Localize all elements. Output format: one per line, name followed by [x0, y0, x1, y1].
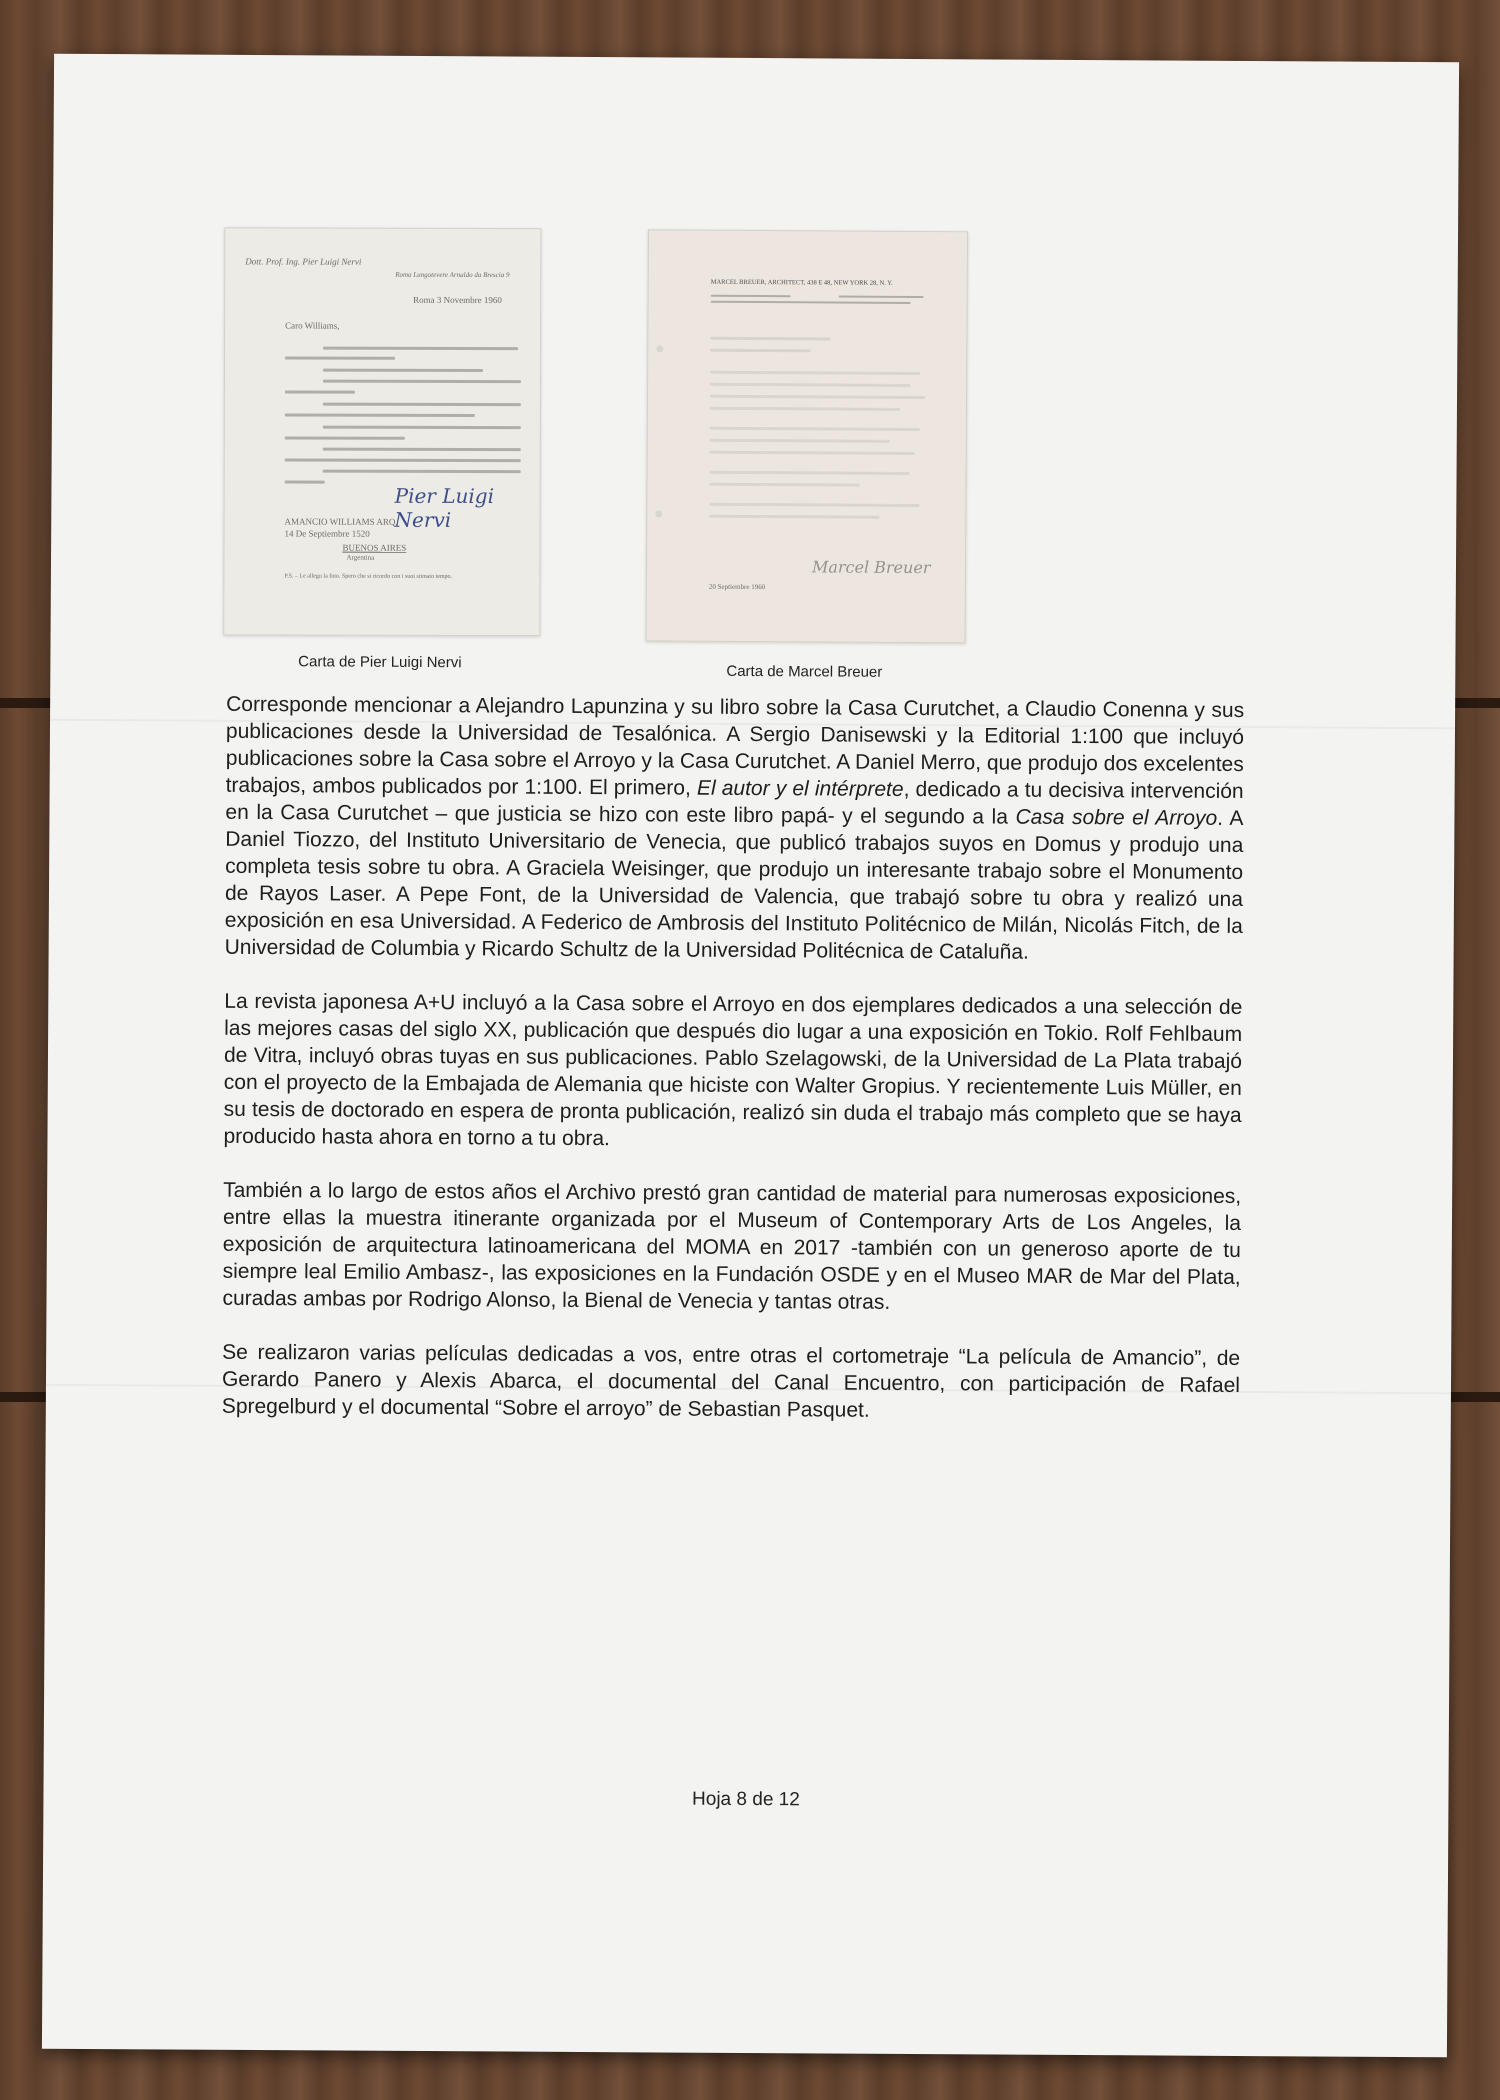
italic-title: El autor y el intérprete — [696, 776, 904, 801]
letter-text-line — [839, 296, 924, 299]
letter-signature: Pier Luigi Nervi — [394, 483, 495, 532]
letter-letterhead: Roma Lungotevere Arnaldo da Brescia 9 — [395, 270, 510, 280]
letter-text-line — [710, 439, 890, 443]
text-run: También a lo largo de estos años el Archivo prestó gran cantidad de material para numerosas exposiciones, entre ellas la muestra itinerante organizada por el Museum of Contemporary Arts de Los Angeles, la exposición de arquitectura latinoamericana del MOMA en 2017 -también con un generoso aporte de tu siempre leal Emilio Ambasz-, las exposiciones en la Fundación OSDE y en el Museo MAR de Mar del Plata, curadas ambas por Rodrigo Alonso, la Bienal de Venecia y tantas otras. — [222, 1178, 1242, 1314]
letter-text-line — [710, 427, 920, 431]
page-number: Hoja 8 de 12 — [692, 1788, 800, 1811]
paragraph — [223, 988, 1242, 1156]
letter-addressee: BUENOS AIRES — [342, 542, 407, 553]
letter-postscript: P.S. – Le allego la foto. Spero che si ricordo con i suoi stimato tempo. — [284, 573, 453, 580]
letter-text-line — [323, 426, 521, 430]
letter-addressee: Argentina — [346, 553, 375, 562]
letter-text-line — [285, 413, 475, 416]
letter-signature: Marcel Breuer — [811, 557, 931, 578]
letter-addressee: 14 De Septiembre 1520 — [284, 528, 370, 539]
letter-text-line — [285, 436, 405, 439]
text-run: . A Daniel Tiozzo, del Instituto Universitario de Venecia, que publicó trabajos suyos en Domus y produjo una completa tesis sobre tu obra. A Graciela Weisinger, que produjo un interesante trabajo sobre el Monumento de Rayos Laser. A Pepe Font, de la Universidad de Valencia, que trabajó sobre tu obra y realizó una exposición en esa Universidad. A Federico de Ambrosis del Instituto Politécnico de Milán, Nicolás Fitch, de la Universidad de Columbia y Ricardo Schultz de la Universidad Politécnica de Cataluña. — [224, 806, 1244, 964]
letter-text-line — [710, 451, 915, 455]
letter-image-breuer — [646, 229, 969, 643]
letter-text-line — [709, 483, 859, 487]
document-page — [42, 54, 1459, 2058]
body-text — [222, 691, 1245, 1453]
letter-text-line — [285, 390, 355, 393]
letter-text-line — [285, 458, 521, 462]
text-run: Se realizaron varias películas dedicadas a vos, entre otras el cortometraje “La película de Amancio”, de Gerardo Panero y Alexis Abarca, el documental del Canal Encuentro, con participación de Rafael Spregelburd y el documental “Sobre el arroyo” de Sebastian Pasquet. — [221, 1340, 1241, 1422]
letter-text-line — [323, 448, 521, 452]
punch-hole — [656, 345, 663, 352]
letter-text-line — [711, 301, 911, 304]
italic-title: Casa sobre el Arroyo — [1015, 805, 1218, 830]
letter-text-line — [710, 407, 900, 411]
letter-date: Roma 3 Novembre 1960 — [413, 294, 502, 306]
letter-text-line — [285, 356, 395, 359]
letter-text-line — [710, 371, 920, 375]
paragraph — [222, 1339, 1240, 1426]
text-run: , dedicado a tu decisiva intervención en la Casa Curutchet – que justicia se hizo con este libro papá- y el segundo a la — [225, 777, 1244, 829]
letter-caption-nervi: Carta de Pier Luigi Nervi — [298, 653, 462, 672]
letter-text-line — [709, 515, 879, 519]
letter-text-line — [710, 471, 910, 475]
letter-letterhead: Dott. Prof. Ing. Pier Luigi Nervi — [245, 256, 362, 267]
letter-text-line — [323, 403, 521, 407]
letter-caption-breuer: Carta de Marcel Breuer — [726, 662, 883, 681]
letter-text-line — [323, 369, 483, 372]
letter-addressee: AMANCIO WILLIAMS ARQ. — [284, 516, 398, 527]
letter-text-line — [285, 480, 325, 483]
letter-text-line — [710, 383, 910, 387]
letter-date: 20 Septiembre 1960 — [708, 582, 766, 592]
punch-hole — [655, 510, 662, 517]
text-run: Corresponde mencionar a Alejandro Lapunzina y su libro sobre la Casa Curutchet, a Claudio Conenna y sus publicaciones desde la Universidad de Tesalónica. A Sergio Danisewski y la Editorial 1:100 que incluyó publicaciones sobre la Casa sobre el Arroyo y la Casa Curutchet. A Daniel Merro, que produjo dos excelentes trabajos, ambos publicados por 1:100. El primero, — [225, 692, 1245, 800]
letter-text-line — [710, 349, 810, 353]
letter-text-line — [323, 380, 521, 384]
letter-text-line — [323, 470, 521, 474]
letter-text-line — [710, 337, 830, 341]
letter-text-line — [709, 503, 919, 507]
letter-text-line — [323, 347, 518, 351]
letter-text-line — [711, 295, 791, 297]
letter-salutation: Caro Williams, — [285, 320, 340, 331]
paragraph — [225, 691, 1245, 967]
letter-text-line — [710, 395, 925, 399]
text-run: La revista japonesa A+U incluyó a la Casa sobre el Arroyo en dos ejemplares dedicados a una selección de las mejores casas del siglo XX, publicación que después dio lugar a una exposición en Tokio. Rolf Fehlbaum de Vitra, incluyó obras tuyas en sus publicaciones. Pablo Szelagowski, de la Universidad de La Plata trabajó con el proyecto de la Embajada de Alemania que hiciste con Walter Gropius. Y recientemente Luis Müller, en su tesis de doctorado en espera de pronta publicación, realizó sin duda el trabajo más completo que se haya producido hasta ahora en torno a tu obra. — [223, 989, 1243, 1151]
letter-image-nervi — [223, 227, 541, 636]
letter-letterhead: MARCEL BREUER, ARCHITECT, 438 E 48, NEW YORK 28, N. Y. — [710, 278, 893, 287]
paragraph — [222, 1177, 1241, 1318]
